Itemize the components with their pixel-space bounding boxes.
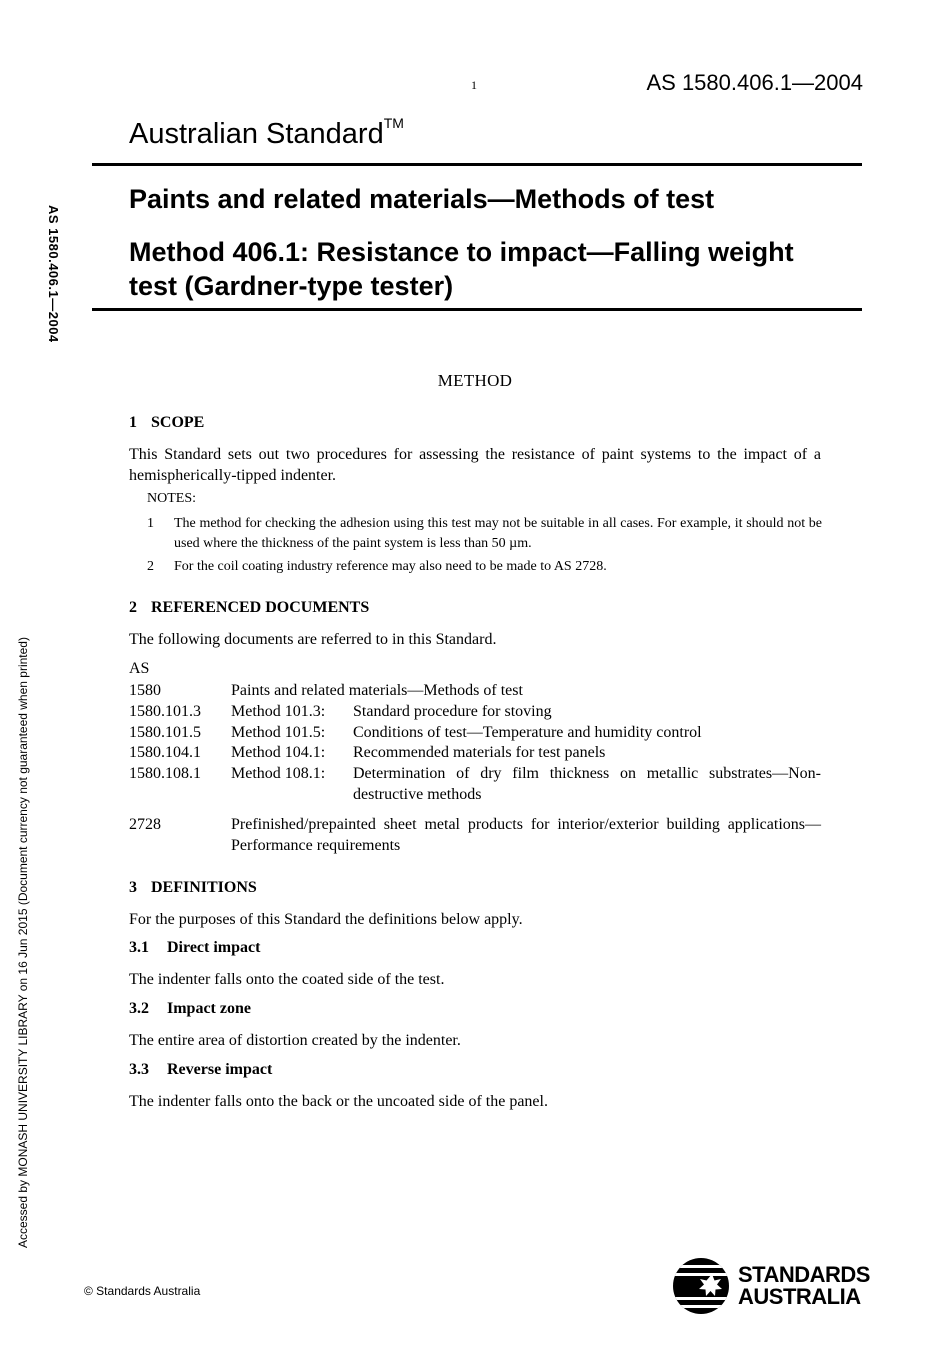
- copyright: © Standards Australia: [84, 1284, 201, 1298]
- definition-heading: [129, 939, 260, 957]
- logo-line-1: STANDARDS: [738, 1262, 870, 1287]
- ref-row: [129, 701, 821, 722]
- ref-row: [129, 742, 821, 763]
- ref-method: Method 101.3:: [231, 703, 326, 720]
- ref-desc: Conditions of test—Temperature and humidity control: [353, 724, 702, 741]
- note-text: The method for checking the adhesion using this test may not be suitable in all cases. For example, it should not be used where the thickness of the paint system is less than 50 µm.: [174, 516, 822, 551]
- definition-term: Direct impact: [167, 939, 261, 956]
- ref-desc: Paints and related materials—Methods of test: [231, 682, 523, 699]
- logo-line-2: AUSTRALIA: [738, 1284, 861, 1309]
- scope-heading: [129, 414, 204, 432]
- ref-method: Method 101.5:: [231, 724, 326, 741]
- definitions-number: 3: [129, 879, 137, 896]
- ref-row: [129, 814, 821, 856]
- title-rule-bottom: [92, 308, 862, 311]
- definition-heading: [129, 1000, 251, 1018]
- definition-heading: [129, 1061, 272, 1079]
- definitions-title: DEFINITIONS: [151, 879, 257, 896]
- definitions-heading: [129, 879, 257, 897]
- ref-method: Method 104.1:: [231, 744, 326, 761]
- note-number: 1: [147, 516, 154, 531]
- definition-number: 3.3: [129, 1061, 149, 1078]
- refs-number: 2: [129, 599, 137, 616]
- definition-text: The indenter falls onto the back or the uncoated side of the panel.: [129, 1093, 548, 1110]
- scope-number: 1: [129, 414, 137, 431]
- scope-title: SCOPE: [151, 414, 205, 431]
- logo-wordmark: [738, 1264, 870, 1308]
- ref-code: 1580.101.3: [129, 703, 201, 720]
- note-item: [147, 557, 822, 577]
- spine-code: AS 1580.406.1—2004: [46, 205, 61, 343]
- standards-australia-logo-icon: [672, 1257, 730, 1315]
- note-text: For the coil coating industry reference may also need to be made to AS 2728.: [174, 559, 607, 574]
- refs-title: REFERENCED DOCUMENTS: [151, 599, 370, 616]
- brand-title: [129, 115, 404, 151]
- refs-intro: The following documents are referred to in this Standard.: [129, 631, 497, 648]
- ref-method: Method 108.1:: [231, 765, 326, 782]
- ref-desc: Determination of dry film thickness on metallic substrates—Non-destructive methods: [353, 765, 821, 803]
- method-title: Method 406.1: Resistance to impact—Falling weight test (Gardner-type tester): [129, 237, 794, 301]
- definition-number: 3.1: [129, 939, 149, 956]
- access-note: Accessed by MONASH UNIVERSITY LIBRARY on 16 Jun 2015 (Document currency not guaranteed when printed): [16, 637, 30, 1248]
- ref-code: 2728: [129, 816, 161, 833]
- brand-name: Australian Standard: [129, 118, 384, 150]
- ref-code: 1580.108.1: [129, 765, 201, 782]
- ref-row: [129, 722, 821, 743]
- definition-term: Reverse impact: [167, 1061, 273, 1078]
- ref-code: 1580.101.5: [129, 724, 201, 741]
- refs-heading: [129, 599, 369, 617]
- trademark-mark: TM: [383, 115, 404, 132]
- ref-row: [129, 680, 821, 701]
- scope-text: This Standard sets out two procedures for assessing the resistance of paint systems to the impact of a hemispherically-tipped indenter.: [129, 446, 821, 484]
- notes-label: NOTES:: [147, 491, 196, 506]
- ref-row: [129, 763, 821, 805]
- refs-group-label: AS: [129, 660, 150, 677]
- definition-text: The indenter falls onto the coated side of the test.: [129, 971, 445, 988]
- definitions-intro: For the purposes of this Standard the definitions below apply.: [129, 911, 523, 928]
- page-number: 1: [471, 78, 477, 92]
- note-item: [147, 514, 822, 554]
- definition-term: Impact zone: [167, 1000, 251, 1017]
- ref-code: 1580.104.1: [129, 744, 201, 761]
- ref-desc: Recommended materials for test panels: [353, 744, 606, 761]
- ref-code: 1580: [129, 682, 161, 699]
- definition-number: 3.2: [129, 1000, 149, 1017]
- note-number: 2: [147, 559, 154, 574]
- ref-desc: Standard procedure for stoving: [353, 703, 552, 720]
- ref-desc: Prefinished/prepainted sheet metal products for interior/exterior building applications—Performance requirements: [231, 816, 821, 854]
- title-rule-top: [92, 163, 862, 166]
- document-code: AS 1580.406.1—2004: [646, 70, 863, 95]
- series-title: Paints and related materials—Methods of test: [129, 184, 715, 214]
- definition-text: The entire area of distortion created by the indenter.: [129, 1032, 461, 1049]
- section-label: METHOD: [437, 371, 513, 390]
